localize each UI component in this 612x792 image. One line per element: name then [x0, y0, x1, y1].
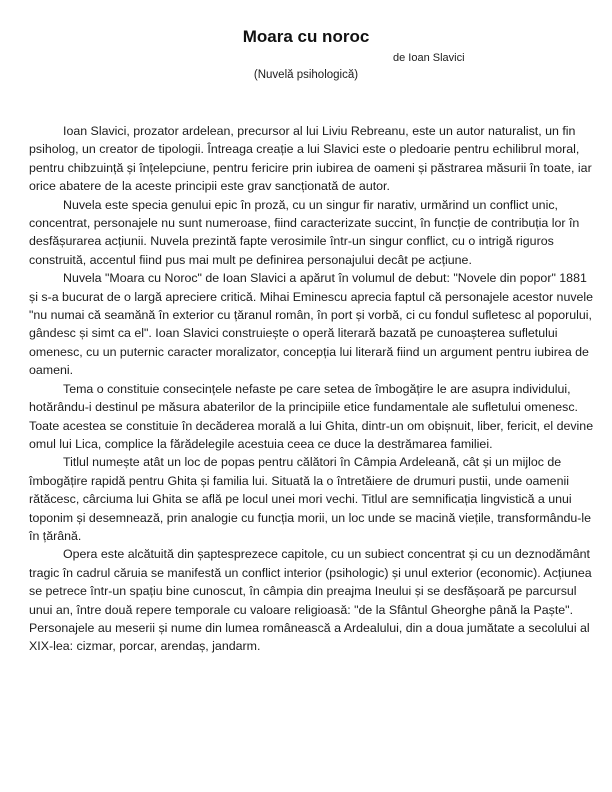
paragraph-opera-structure: Opera este alcătuită din șaptesprezece capitole, cu un subiect concentrat și cu un deznodământ tragic în cadrul căruia se manifestă un conflict interior (psihologic) și unul exterior (economic). Acțiunea se petrece într-un spațiu bine cunoscut, în câmpia din preajma Ineului și se desfășoară pe parcursul unui an, între două repere temporale cu valoare religioasă: "de la Sfântul Gheorghe până la Paște". Personajele au meserii și nume din lumea românească a Ardealului, din a doua jumătate a secolului al XIX-lea: cizmar, porcar, arendaș, jandarm.: [29, 547, 592, 654]
document-body: [29, 122, 598, 656]
paragraph-nuvela-definition: Nuvela este specia genului epic în proză, cu un singur fir narativ, urmărind un conflict unic, concentrat, personajele nu sunt numeroase, fiind caracterizate succint, în funcție de contribuția lor în desfășurarea acțiunii. Nuvela prezintă fapte verosimile într-un singur conflict, cu o intrigă riguros construită, accentul fiind pus mai mult pe definirea personajului decât pe acțiune.: [29, 197, 580, 267]
paragraph-intro-author: Ioan Slavici, prozator ardelean, precursor al lui Liviu Rebreanu, este un autor naturalist, un fin psiholog, un creator de tipologii. Întreaga creație a lui Slavici este o pledoarie pentru echilibrul moral, pentru chibzuință și înțelepciune, pentru fericire prin iubirea de oameni și păstrarea măsurii în toate, iar orice abatere de la aceste principii este grav sancționată de autor.: [29, 124, 592, 194]
document-subtitle: (Nuvelă psihologică): [253, 69, 359, 81]
paragraph-titlul: Titlul numește atât un loc de popas pentru călători în Câmpia Ardeleană, cât și un mijloc de îmbogățire rapidă pentru Ghita și familia lui. Situată la o întretăiere de drumuri pustii, unde oamenii rătăcesc, cârciuma lui Ghita se află pe locul unei mori vechi. Titlul are semnificația lingvistică a unui toponim și desemnează, prin analogie cu funcția morii, un loc unde se macină viețile, transformându-le în țărână.: [29, 455, 592, 543]
document-title: Moara cu noroc: [242, 27, 370, 46]
paragraph-publication: Nuvela "Moara cu Noroc" de Ioan Slavici a apărut în volumul de debut: "Novele din popor" 1881 și s-a bucurat de o largă apreciere critică. Mihai Eminescu aprecia faptul că personajele acestor nuvele "nu numai că seamănă în exterior cu țăranul român, în port și vorbă, ci cu fondul sufletesc al poporului, gândesc și simt ca el". Ioan Slavici construiește o operă literară bazată pe cunoașterea sufletului omenesc, cu un puternic caracter moralizator, concepția lui literară fiind un argument pentru iubirea de oameni.: [29, 271, 594, 378]
paragraph-tema: Tema o constituie consecințele nefaste pe care setea de îmbogățire le are asupra individului, hotărându-i destinul pe măsura abaterilor de la principiile etice fundamentale ale sufletului omenesc. Toate acestea se constituie în decăderea morală a lui Ghita, dintr-un om obișnuit, liber, fericit, el devine omul lui Lica, complice la fărădelegile acestuia ceea ce duce la destrămarea familiei.: [29, 381, 594, 451]
author-byline: de Ioan Slavici: [393, 52, 465, 64]
